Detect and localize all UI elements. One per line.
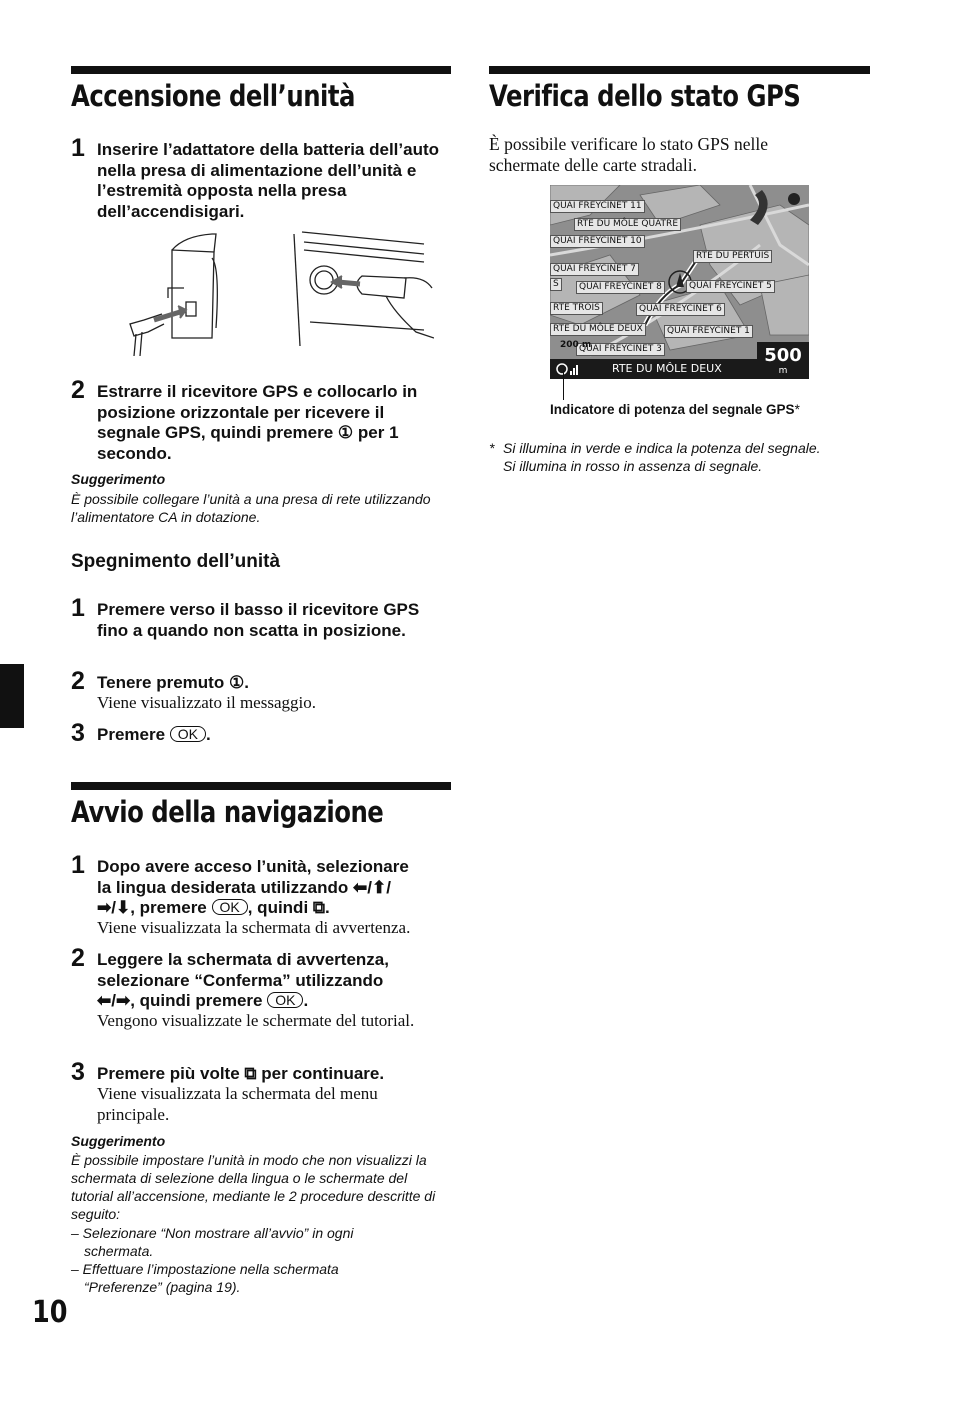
- step-line-2: selezionare “Conferma” utilizzando: [97, 970, 384, 990]
- footnote-line: Si illumina in rosso in assenza di segnale.: [503, 458, 763, 474]
- map-label: QUAI FREYCINET 6: [636, 303, 725, 316]
- tip-heading: Suggerimento: [71, 471, 166, 487]
- step-text: [97, 382, 451, 464]
- step-result: Viene visualizzato il messaggio.: [97, 693, 316, 712]
- map-label: RTE TROIS: [550, 302, 603, 315]
- section-title-power-on: Accensione dell’unità: [71, 79, 355, 113]
- step-number: 1: [71, 134, 85, 162]
- step-number: 3: [71, 719, 85, 747]
- step-text: [97, 857, 457, 919]
- step-text-a: Estrarre il ricevitore GPS e collocarlo in posizione orizzontale per ricevere il segnale GPS, quindi premere: [97, 382, 418, 442]
- caption-footnote-mark: *: [794, 402, 800, 417]
- tip-list-item: – Effettuare l’impostazione nella schermata “Preferenze” (pagina 19).: [71, 1261, 339, 1295]
- car-adapter-illustration: [124, 228, 434, 358]
- callout-line: [563, 370, 564, 400]
- step-text-a: Premere: [97, 725, 166, 744]
- tip-heading: Suggerimento: [71, 1133, 166, 1149]
- step-number: 1: [71, 594, 85, 622]
- tip-text: È possibile impostare l’unità in modo che non visualizzi la schermata di selezione della lingua o le schermate del tutorial all’accensione, mediante le 2 procedure descritte di seguito:: [71, 1152, 436, 1222]
- map-screenshot: [550, 185, 809, 379]
- step-text-a: Premere più volte: [97, 1064, 240, 1083]
- step-text: Inserire l’adattatore della batteria dell’auto nella presa di alimentazione dell’unità e l’estremità opposta nella presa dell’accendisigari.: [97, 140, 439, 221]
- step-text: [97, 950, 457, 1012]
- step-text-b: per 1 secondo.: [97, 423, 399, 463]
- next-page-icon: ⧉: [244, 1064, 257, 1083]
- map-label: QUAI FREYCINET 8: [576, 281, 665, 294]
- section-rule: [71, 782, 451, 790]
- step-text-end: .: [206, 725, 211, 744]
- step-mid: , premere: [130, 898, 207, 917]
- map-label: RTE DU MÔLE DEUX: [550, 323, 646, 336]
- next-page-icon: ⧉: [312, 898, 326, 917]
- step-text: Premere verso il basso il ricevitore GPS fino a quando non scatta in posizione.: [97, 600, 420, 640]
- step-after: , quindi premere: [130, 991, 263, 1010]
- step-number: 2: [71, 376, 85, 404]
- section-title-navigation: Avvio della navigazione: [71, 795, 384, 829]
- arrow-keys-icon: ⬅/➡: [97, 991, 131, 1010]
- ok-key-icon: OK: [212, 899, 248, 915]
- step-result: Viene visualizzata la schermata di avvertenza.: [97, 918, 411, 937]
- map-label: QUAI FREYCINET 3: [576, 343, 665, 356]
- map-street-name: RTE DU MÔLE DEUX: [612, 362, 722, 375]
- step-result: Viene visualizzata la schermata del menu principale.: [97, 1084, 378, 1124]
- subsection-title-power-off: Spegnimento dell’unità: [71, 551, 281, 572]
- step-line-2-text: la lingua desiderata utilizzando: [97, 877, 349, 897]
- map-distance-readout: [757, 342, 809, 379]
- map-label: RTE DU MÔLE QUATRE: [574, 218, 681, 231]
- step-text: [97, 673, 449, 694]
- map-label: QUAI FREYCINET 11: [550, 200, 645, 213]
- map-label: RTE DU PERTUIS: [693, 250, 772, 263]
- step-result: Vengono visualizzate le schermate del tutorial.: [97, 1011, 415, 1030]
- step-line-3: [97, 991, 457, 1012]
- ok-key-icon: OK: [170, 726, 206, 742]
- step-text-end: .: [244, 673, 249, 692]
- section-title-gps-status: Verifica dello stato GPS: [489, 79, 801, 113]
- section-rule: [489, 66, 870, 74]
- map-label: S: [550, 278, 562, 291]
- map-scale-label: 200 m: [560, 340, 592, 350]
- step-number: 3: [71, 1058, 85, 1086]
- step-line-2: [97, 878, 457, 899]
- footnote-line: Si illumina in verde e indica la potenza del segnale.: [503, 440, 821, 456]
- step-line-3: [97, 898, 457, 919]
- distance-value: 500: [764, 345, 802, 366]
- step-text-end: .: [303, 991, 309, 1010]
- step-line-1: Leggere la schermata di avvertenza,: [97, 950, 389, 969]
- distance-unit: m: [778, 366, 788, 376]
- step-number: 1: [71, 851, 85, 879]
- step-text: [97, 1064, 457, 1085]
- tip-list-item: – Selezionare “Non mostrare all’avvio” in ogni schermata.: [71, 1225, 354, 1259]
- tip-text: È possibile collegare l’unità a una presa di rete utilizzando l’alimentatore CA in dotazione.: [71, 491, 431, 525]
- figure-caption: [550, 402, 800, 418]
- step-line-1: Dopo avere acceso l’unità, selezionare: [97, 857, 409, 876]
- step-text-a: Tenere premuto: [97, 673, 225, 692]
- intro-text: È possibile verificare lo stato GPS nelle schermate delle carte stradali.: [489, 134, 768, 175]
- step-text-end: .: [325, 898, 330, 917]
- chapter-tab: [0, 664, 24, 728]
- caption-text: Indicatore di potenza del segnale GPS: [550, 402, 795, 417]
- power-icon: ①: [228, 673, 245, 692]
- map-label: QUAI FREYCINET 1: [664, 325, 753, 338]
- arrow-keys-icon: ⬅/⬆/: [353, 877, 391, 897]
- page-number: 10: [32, 1295, 68, 1330]
- power-icon: ①: [337, 423, 354, 442]
- ok-key-icon: OK: [267, 992, 303, 1008]
- map-label: QUAI FREYCINET 10: [550, 235, 645, 248]
- step-after: , quindi: [247, 898, 309, 917]
- map-label: QUAI FREYCINET 5: [686, 280, 775, 293]
- arrow-keys-icon: ➡/⬇: [97, 898, 131, 917]
- step-text: [97, 725, 449, 746]
- step-text-b: per continuare.: [261, 1064, 385, 1083]
- section-rule: [71, 66, 451, 74]
- step-number: 2: [71, 667, 85, 695]
- footnote-mark: *: [489, 440, 495, 456]
- step-number: 2: [71, 944, 85, 972]
- map-label: QUAI FREYCINET 7: [550, 263, 639, 276]
- gps-signal-icon: [552, 359, 582, 379]
